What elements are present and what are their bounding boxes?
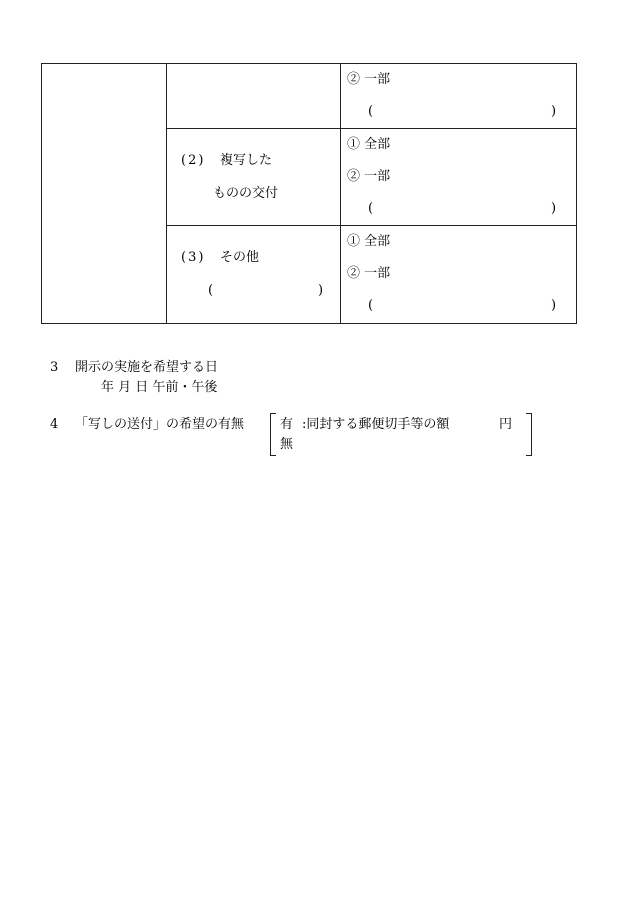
- row2-option-partial[interactable]: ② 一部: [347, 169, 391, 184]
- bracket-right: [526, 413, 532, 456]
- table-border-bottom: [41, 323, 577, 324]
- table-border-left: [41, 63, 42, 324]
- row2-paren-close: ): [551, 201, 557, 216]
- row2-label-number: (2): [181, 153, 206, 168]
- row3-label-number: (3): [181, 250, 206, 265]
- row3-paren-close: ): [551, 298, 557, 313]
- option-yes[interactable]: 有: [280, 417, 294, 432]
- row1-paren-open: (: [368, 104, 374, 119]
- section-3-title: 開示の実施を希望する日: [75, 360, 219, 375]
- row3-label-text: その他: [220, 250, 260, 265]
- row3-option-partial[interactable]: ② 一部: [347, 266, 391, 281]
- row2-option-all[interactable]: ① 全部: [347, 137, 391, 152]
- table-border-right: [576, 63, 577, 324]
- section-4-number: 4: [50, 417, 59, 432]
- table-row-divider-2: [166, 225, 577, 226]
- table-col-divider-2: [340, 63, 341, 324]
- desired-date-field[interactable]: 年 月 日 午前・午後: [101, 380, 218, 395]
- row3-label-paren-close: ): [318, 283, 324, 298]
- row2-label-line1: 複写した: [220, 153, 273, 168]
- row2-label-line2: ものの交付: [213, 186, 279, 201]
- row1-paren-close: ): [551, 104, 557, 119]
- row1-option-partial[interactable]: ② 一部: [347, 72, 391, 87]
- table-border-top: [41, 63, 577, 64]
- table-col-divider-1: [166, 63, 167, 324]
- row3-option-all[interactable]: ① 全部: [347, 234, 391, 249]
- row3-label-paren-open: (: [208, 283, 214, 298]
- option-yes-detail: :同封する郵便切手等の額: [302, 417, 450, 432]
- row2-paren-open: (: [368, 201, 374, 216]
- yen-unit: 円: [499, 417, 513, 432]
- option-no[interactable]: 無: [280, 437, 294, 452]
- section-3-number: 3: [50, 360, 59, 375]
- row3-paren-open: (: [368, 298, 374, 313]
- table-row-divider-1: [166, 128, 577, 129]
- bracket-left: [270, 413, 276, 456]
- section-4-title: 「写しの送付」の希望の有無: [75, 417, 245, 432]
